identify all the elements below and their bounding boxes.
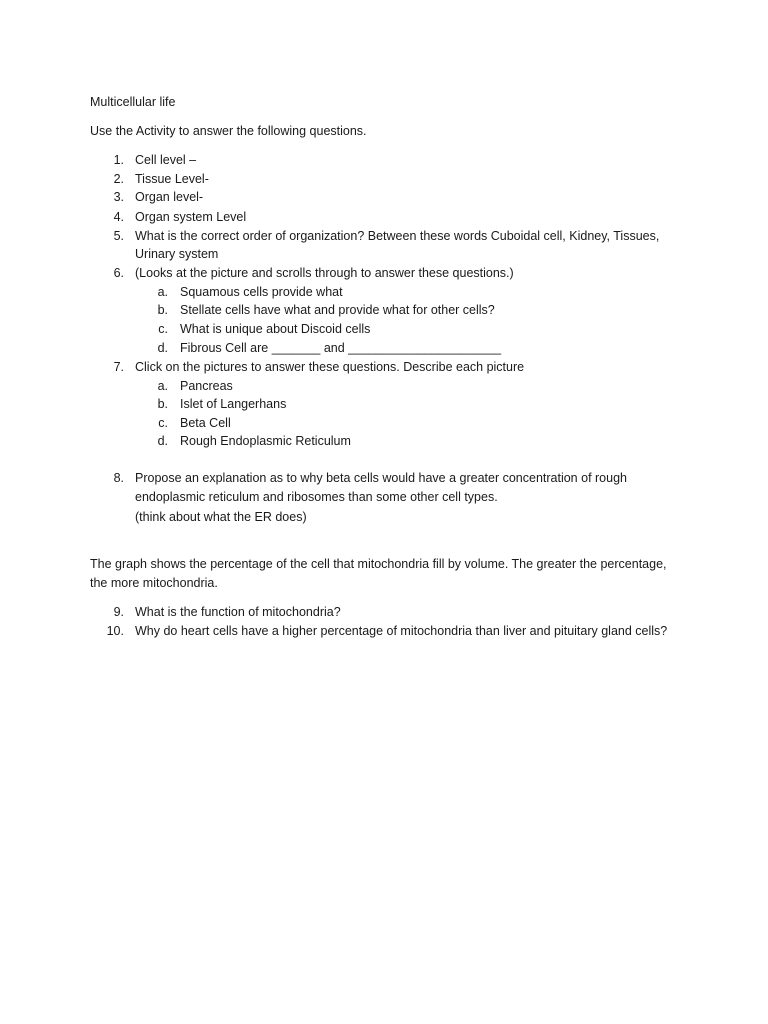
question-hint: (think about what the ER does) [135, 510, 307, 524]
graph-description: The graph shows the percentage of the cell that mitochondria fill by volume. The greater the percentage, [90, 557, 667, 571]
subitem-letter: c. [158, 416, 168, 430]
question-number: 3. [113, 190, 124, 204]
subitem-letter: a. [157, 285, 168, 299]
question-number: 5. [113, 229, 124, 243]
question-number: 2. [113, 172, 124, 186]
question-text: Click on the pictures to answer these questions. Describe each picture [135, 360, 525, 374]
document-title: Multicellular life [90, 95, 176, 109]
subitem-text: Islet of Langerhans [180, 397, 287, 411]
subitem-letter: c. [158, 322, 168, 336]
question-number: 1. [113, 153, 124, 167]
question-text: Tissue Level- [135, 172, 209, 186]
subitem-text: Fibrous Cell are _______ and ______________________ [180, 341, 502, 355]
subitem-letter: b. [157, 397, 168, 411]
subitem-text: Rough Endoplasmic Reticulum [180, 434, 351, 448]
question-text: Why do heart cells have a higher percentage of mitochondria than liver and pituitary gland cells? [135, 624, 668, 638]
question-number: 6. [113, 266, 124, 280]
subitem-letter: d. [157, 434, 168, 448]
question-text: What is the correct order of organization? Between these words Cuboidal cell, Kidney, Tissues, [135, 229, 660, 243]
subitem-letter: d. [157, 341, 168, 355]
intro-text: Use the Activity to answer the following questions. [90, 124, 367, 138]
subitem-letter: b. [157, 303, 168, 317]
question-text: Propose an explanation as to why beta cells would have a greater concentration of rough [135, 471, 627, 485]
question-number: 4. [113, 210, 124, 224]
subitem-text: Stellate cells have what and provide what for other cells? [180, 303, 495, 317]
question-number: 10. [106, 624, 124, 638]
question-text: Cell level – [135, 153, 197, 167]
subitem-letter: a. [157, 379, 168, 393]
question-number: 8. [113, 471, 124, 485]
question-text-continued: endoplasmic reticulum and ribosomes than some other cell types. [135, 490, 498, 504]
subitem-text: Pancreas [180, 379, 233, 393]
question-text: Organ system Level [135, 210, 247, 224]
question-number: 9. [113, 605, 124, 619]
question-text: What is the function of mitochondria? [135, 605, 341, 619]
subitem-text: Squamous cells provide what [180, 285, 343, 299]
question-text-continued: Urinary system [135, 247, 219, 261]
subitem-text: What is unique about Discoid cells [180, 322, 371, 336]
graph-description-continued: the more mitochondria. [90, 576, 218, 590]
question-number: 7. [113, 360, 124, 374]
subitem-text: Beta Cell [180, 416, 231, 430]
question-text: (Looks at the picture and scrolls through to answer these questions.) [135, 266, 514, 280]
question-text: Organ level- [135, 190, 204, 204]
